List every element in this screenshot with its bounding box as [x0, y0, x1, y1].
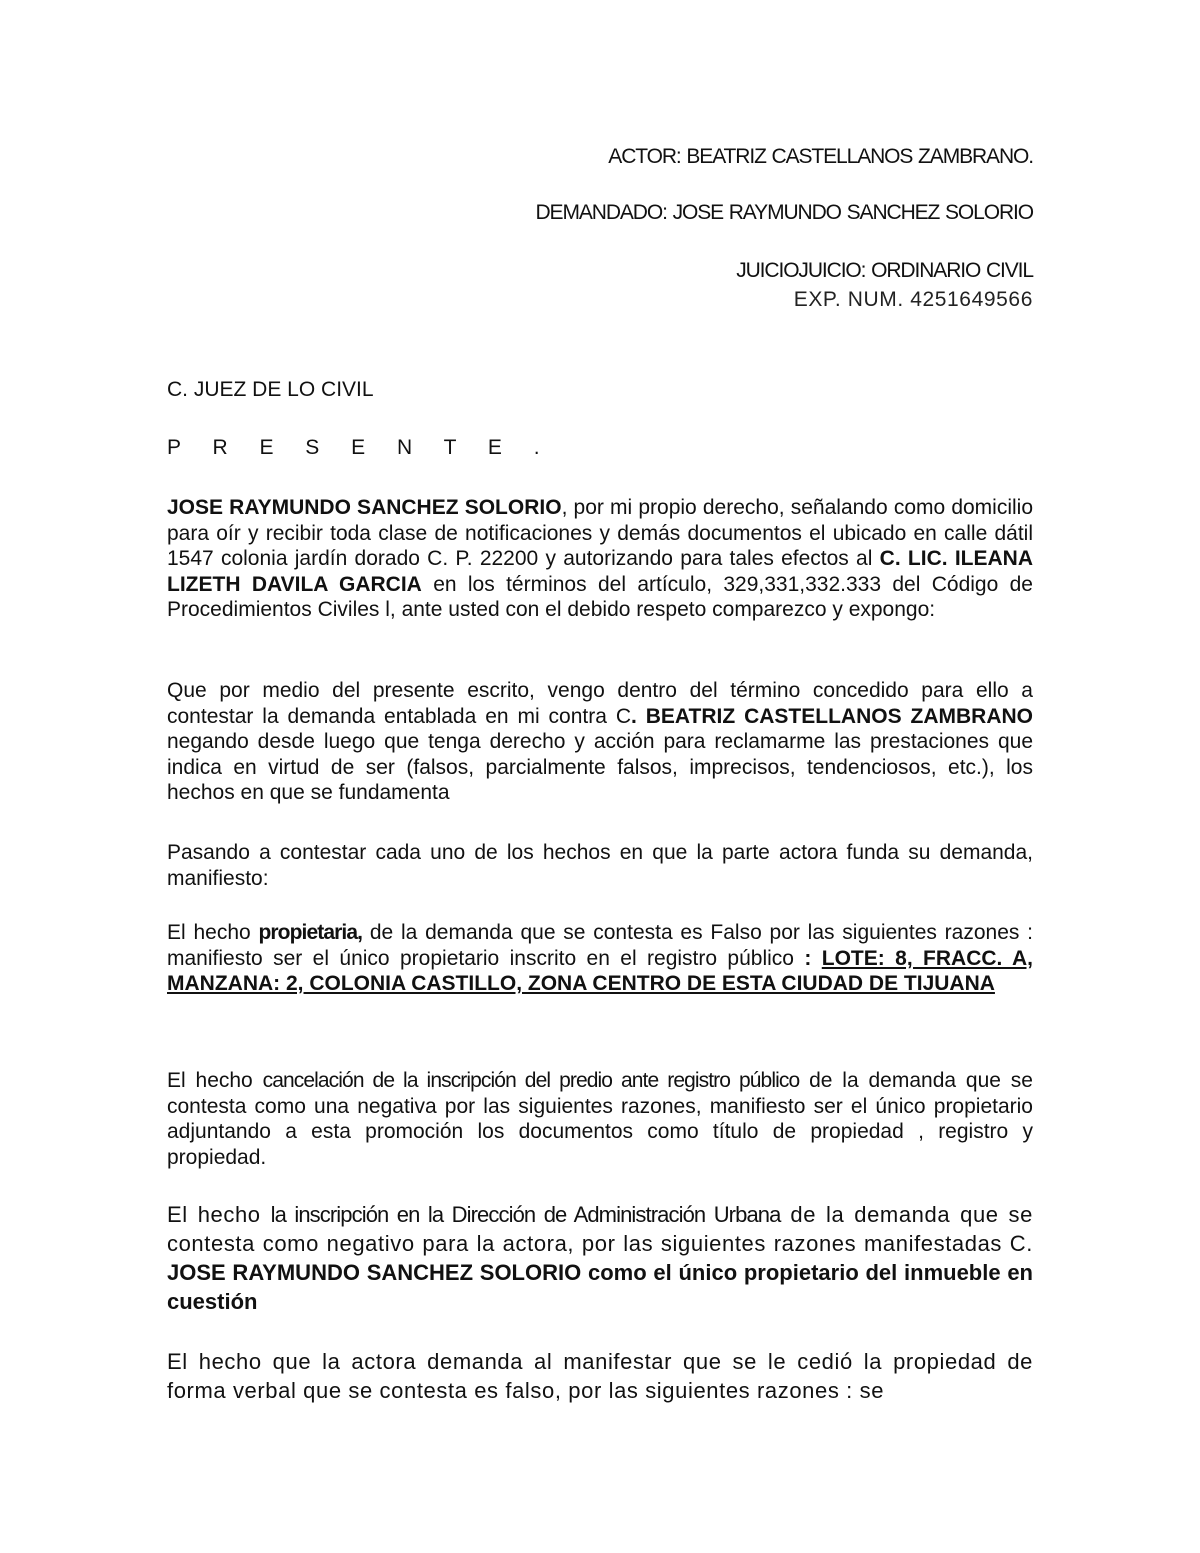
paragraph-text: El hecho	[167, 921, 259, 944]
fact-name: cancelación de la inscripción del predio ante registro público	[262, 1069, 800, 1092]
property-description: LOTE: 8, FRACC. A, MANZANA: 2, COLONIA CASTILLO, ZONA CENTRO DE ESTA CIUDAD DE TIJUANA	[167, 946, 1033, 996]
paragraph-text: El hecho	[167, 1202, 271, 1227]
paragraph-introduction	[167, 495, 1033, 623]
paragraph-text: , por mi propio derecho, señalando como domicilio para oír y recibir toda clase de notificaciones y demás documentos el ubicado en calle dátil 1547 colonia jardín dorado C. P. 22200 y autorizando para tales efectos al	[167, 496, 1034, 571]
presente-heading: P R E S E N T E .	[167, 436, 553, 459]
fact-name: la inscripción en la Dirección de Administración Urbana	[270, 1202, 781, 1227]
paragraph-answer	[167, 678, 1033, 806]
paragraph-text: El hecho	[167, 1069, 263, 1092]
paragraph-text: de la demanda que se contesta es Falso por las siguientes razones : manifiesto ser el único propietario inscrito en el registro público	[167, 921, 1033, 970]
paragraph-fact-ownership	[167, 920, 1033, 997]
paragraph-fact-verbal-cession: El hecho que la actora demanda al manifestar que se le cedió la propiedad de forma verbal que se contesta es falso, por las siguientes razones : se	[167, 1349, 1033, 1403]
paragraph-text: de la demanda que se contesta como negativo para la actora, por las siguientes razones manifestadas C.	[167, 1202, 1033, 1256]
paragraph-text: negando desde luego que tenga derecho y acción para reclamarme las prestaciones que indica en virtud de ser (falsos, parcialmente falsos, imprecisos, tendenciosos, etc.), los hechos en que se fundamenta	[167, 730, 1033, 805]
lawyer-name: C. LIC. ILEANA LIZETH DAVILA GARCIA	[167, 547, 1033, 596]
judge-title: C. JUEZ DE LO CIVIL	[167, 378, 374, 401]
colon-mark: :	[804, 946, 822, 970]
plaintiff-name: . BEATRIZ CASTELLANOS ZAMBRANO	[631, 704, 1033, 728]
paragraph-text: de la demanda que se contesta como una negativa por las siguientes razones, manifiesto ser el único propietario adjuntando a esta promoción los documentos como título de propiedad , registro y propiedad.	[167, 1069, 1033, 1169]
paragraph-transition: Pasando a contestar cada uno de los hechos en que la parte actora funda su demanda, manifiesto:	[167, 841, 1033, 890]
fact-name: propietaria,	[258, 921, 363, 944]
paragraph-fact-cancellation	[167, 1068, 1033, 1170]
paragraph-text: Que por medio del presente escrito, vengo dentro del término concedido para ello a contestar la demanda entablada en mi contra C	[167, 679, 1033, 728]
ownership-statement: como el único propietario del inmueble en cuestión	[167, 1260, 1033, 1314]
paragraph-fact-registration	[167, 1200, 1033, 1316]
defendant-name: JOSE RAYMUNDO SANCHEZ SOLORIO	[167, 496, 562, 519]
demandado-line: DEMANDADO: JOSE RAYMUNDO SANCHEZ SOLORIO	[535, 201, 1033, 224]
expediente-number: EXP. NUM. 4251649566	[793, 288, 1033, 311]
paragraph-text: en los términos del artículo, 329,331,332.333 del Código de Procedimientos Civiles l, ante usted con el debido respeto comparezco y expongo:	[167, 572, 1033, 622]
defendant-name: JOSE RAYMUNDO SANCHEZ SOLORIO	[167, 1260, 582, 1285]
juicio-line: JUICIOJUICIO: ORDINARIO CIVIL	[736, 259, 1033, 282]
actor-line: ACTOR: BEATRIZ CASTELLANOS ZAMBRANO.	[608, 145, 1033, 168]
